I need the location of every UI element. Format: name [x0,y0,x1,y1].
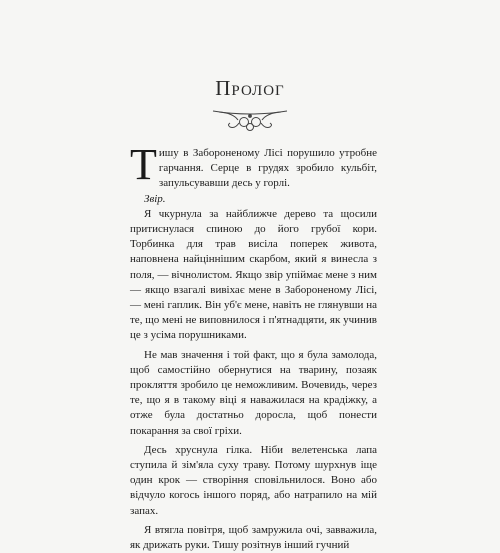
paragraph-5: Десь хруснула гілка. Ніби велетенська лапа ступила й зім'яла суху траву. Потому шурхнув іще один крок — створіння сповільнилося. Воно або відчуло когось іншого поряд, або натрапило на мій запах. [130,443,377,517]
swirl-ornament-icon [211,107,289,133]
paragraph-2-text: Звір. [144,192,166,205]
paragraph-1 [130,140,377,192]
paragraph-6: Я втягла повітря, щоб замружила очі, завважила, як дрижать руки. Тишу розітнув інший гучний [130,523,377,552]
chapter-body [130,140,377,553]
paragraph-3: Я чкурнула за найближче дерево та щосили притиснулася спиною до його грубої кори. Торбинка для трав висіла поперек живота, наповнена найціннішим скарбом, який я винесла з поля, — вічнолистом. Якщо звір упіймає мене з ним — якщо взагалі вивіхає мене в Забороненому Лісі, — мені гаплик. Він уб'є мене, навіть не глянувши на те, що мені не виповнилося і п'ятнадцяти, як учинив це з усіма порушниками. [130,207,377,342]
dropcap: Т [130,140,157,189]
paragraph-4: Не мав значення і той факт, що я була замолода, щоб самостійно обернутися на тварину, позаяк прокляття зробило це неможливим. Вочевидь, через те, що я в такому віці я наважилася на крадіжку, а отже була достатньо доросла, щоб понести покарання за свої гріхи. [130,348,377,437]
paragraph-2 [130,192,377,207]
chapter-title: Пролог [215,76,285,100]
paragraph-1-text: ишу в Забороненому Лісі порушило утробне гарчання. Серце в грудях зробило кульбіт, запульсувавши десь у горлі. [158,147,377,190]
